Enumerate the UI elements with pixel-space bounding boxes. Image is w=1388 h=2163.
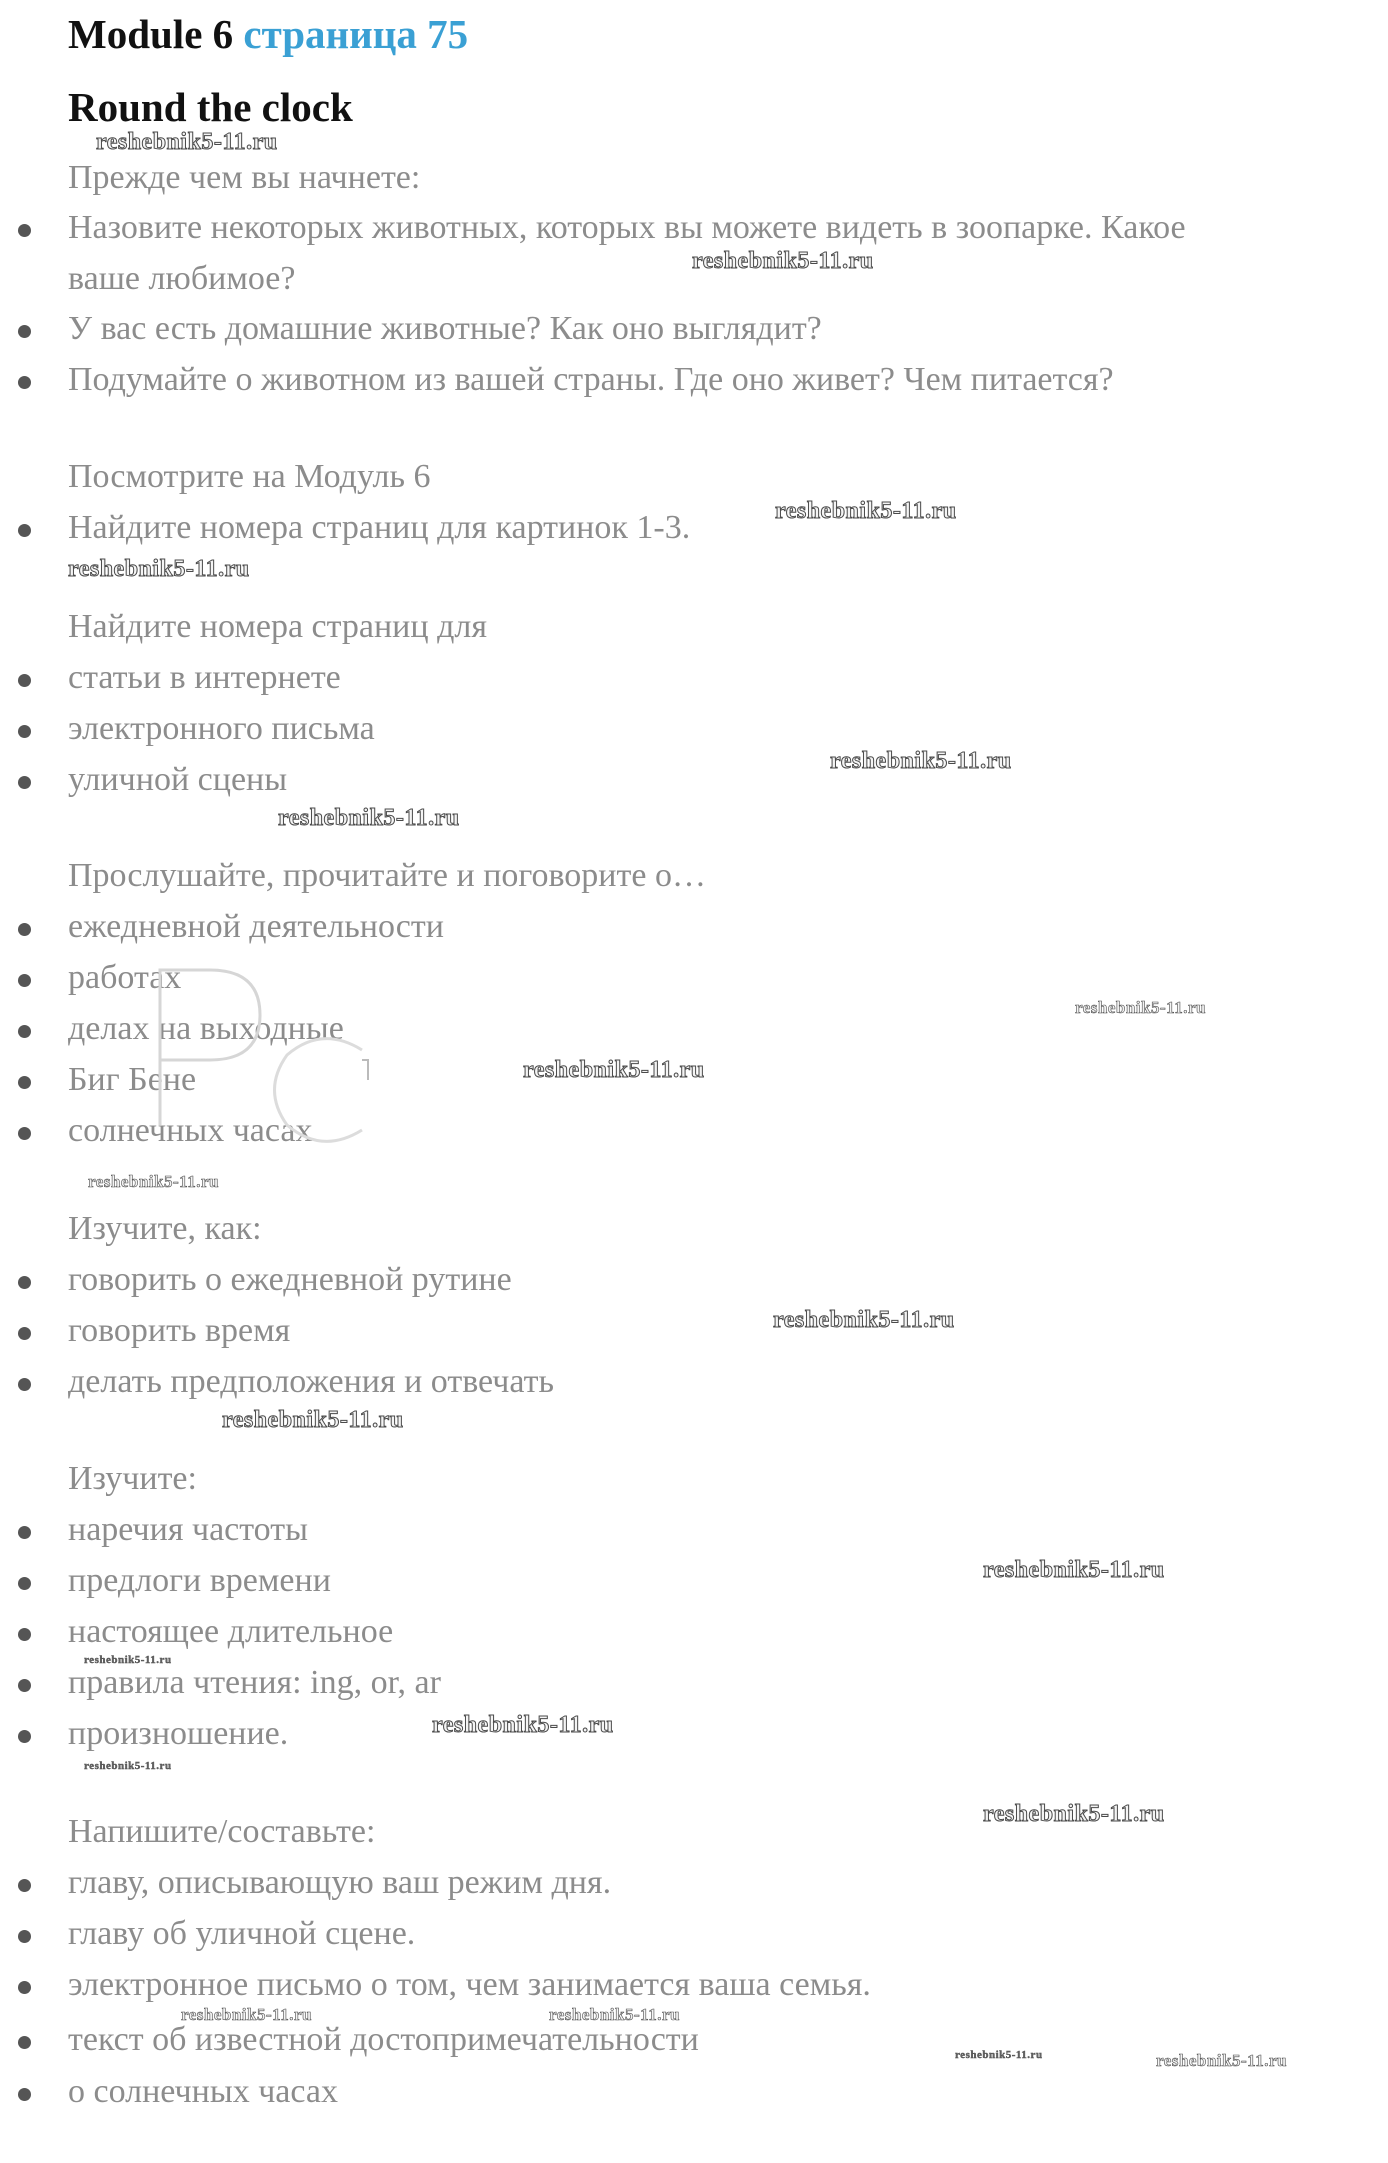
list-item: Назовите некоторых животных, которых вы можете видеть в зоопарке. Какое (68, 209, 1186, 246)
bullet-icon (18, 1378, 31, 1391)
bullet-icon (18, 725, 31, 738)
list-item: Найдите номера страниц для картинок 1-3. (68, 509, 691, 546)
bullet-icon (18, 1879, 31, 1892)
section-heading: Прослушайте, прочитайте и поговорите о… (68, 857, 706, 894)
bullet-icon (18, 1730, 31, 1743)
list-item: электронное письмо о том, чем занимается ваша семья. (68, 1966, 871, 2003)
watermark: reshebnik5-11.ru (955, 2049, 1043, 2061)
bullet-icon (18, 776, 31, 789)
bullet-icon (18, 1327, 31, 1340)
list-item: говорить о ежедневной рутине (68, 1261, 512, 1298)
list-item-continuation: ваше любимое? (68, 260, 296, 297)
watermark: reshebnik5-11.ru (1075, 998, 1206, 1017)
section-heading: Напишите/составьте: (68, 1813, 376, 1850)
list-item: говорить время (68, 1312, 291, 1349)
faint-stamp-letter-icon (150, 960, 270, 1130)
bullet-icon (18, 1025, 31, 1038)
bullet-icon (18, 2036, 31, 2049)
bullet-icon (18, 1981, 31, 1994)
bullet-icon (18, 1276, 31, 1289)
list-item: текст об известной достопримечательности (68, 2021, 699, 2058)
list-item: У вас есть домашние животные? Как оно выглядит? (68, 310, 822, 347)
watermark: reshebnik5-11.ru (222, 1407, 404, 1433)
bullet-icon (18, 1076, 31, 1089)
list-item: настоящее длительное (68, 1613, 394, 1650)
bullet-icon (18, 1577, 31, 1590)
bullet-icon (18, 376, 31, 389)
bullet-icon (18, 1526, 31, 1539)
section-heading: Посмотрите на Модуль 6 (68, 458, 431, 495)
list-item: делах на выходные (68, 1010, 344, 1047)
bullet-icon (18, 923, 31, 936)
list-item: работах (68, 959, 182, 996)
bullet-icon (18, 1127, 31, 1140)
section-heading: Найдите номера страниц для (68, 608, 487, 645)
list-item: главу об уличной сцене. (68, 1915, 416, 1952)
watermark: reshebnik5-11.ru (1156, 2051, 1287, 2070)
bullet-icon (18, 524, 31, 537)
list-item: делать предположения и отвечать (68, 1363, 554, 1400)
watermark: reshebnik5-11.ru (773, 1307, 955, 1333)
list-item: ежедневной деятельности (68, 908, 444, 945)
watermark: reshebnik5-11.ru (96, 129, 278, 155)
watermark: reshebnik5-11.ru (692, 248, 874, 274)
list-item: статьи в интернете (68, 659, 341, 696)
list-item: предлоги времени (68, 1562, 331, 1599)
list-item: Биг Бене (68, 1061, 197, 1098)
bullet-icon (18, 1628, 31, 1641)
watermark: reshebnik5-11.ru (523, 1057, 705, 1083)
section-heading: Прежде чем вы начнете: (68, 159, 421, 196)
watermark: reshebnik5-11.ru (775, 498, 957, 524)
watermark: reshebnik5-11.ru (84, 1760, 172, 1772)
list-item: электронного письма (68, 710, 375, 747)
section-heading: Изучите, как: (68, 1210, 262, 1247)
module-label: Module 6 (68, 11, 234, 57)
bullet-icon (18, 325, 31, 338)
watermark: reshebnik5-11.ru (88, 1172, 219, 1191)
list-item: произношение. (68, 1715, 289, 1752)
watermark: reshebnik5-11.ru (432, 1712, 614, 1738)
watermark: reshebnik5-11.ru (278, 805, 460, 831)
bullet-icon (18, 1930, 31, 1943)
bullet-icon (18, 1679, 31, 1692)
watermark: reshebnik5-11.ru (830, 748, 1012, 774)
list-item: правила чтения: ing, or, ar (68, 1664, 441, 1701)
watermark: reshebnik5-11.ru (181, 2005, 312, 2024)
list-item: наречия частоты (68, 1511, 308, 1548)
watermark: reshebnik5-11.ru (983, 1557, 1165, 1583)
list-item: солнечных часах (68, 1112, 313, 1149)
section-heading: Изучите: (68, 1460, 197, 1497)
faint-stamp-arc-icon (262, 1030, 372, 1150)
watermark: reshebnik5-11.ru (983, 1801, 1165, 1827)
list-item: о солнечных часах (68, 2073, 338, 2110)
bullet-icon (18, 2088, 31, 2101)
list-item: уличной сцены (68, 761, 288, 798)
bullet-icon (18, 674, 31, 687)
watermark: reshebnik5-11.ru (549, 2005, 680, 2024)
list-item: главу, описывающую ваш режим дня. (68, 1864, 612, 1901)
page-title: Round the clock (68, 84, 353, 130)
bullet-icon (18, 974, 31, 987)
watermark: reshebnik5-11.ru (84, 1654, 172, 1666)
list-item: Подумайте о животном из вашей страны. Где оно живет? Чем питается? (68, 361, 1114, 398)
watermark: reshebnik5-11.ru (68, 556, 250, 582)
page-number-label: страница 75 (243, 11, 469, 57)
page-header (68, 8, 468, 60)
bullet-icon (18, 224, 31, 237)
